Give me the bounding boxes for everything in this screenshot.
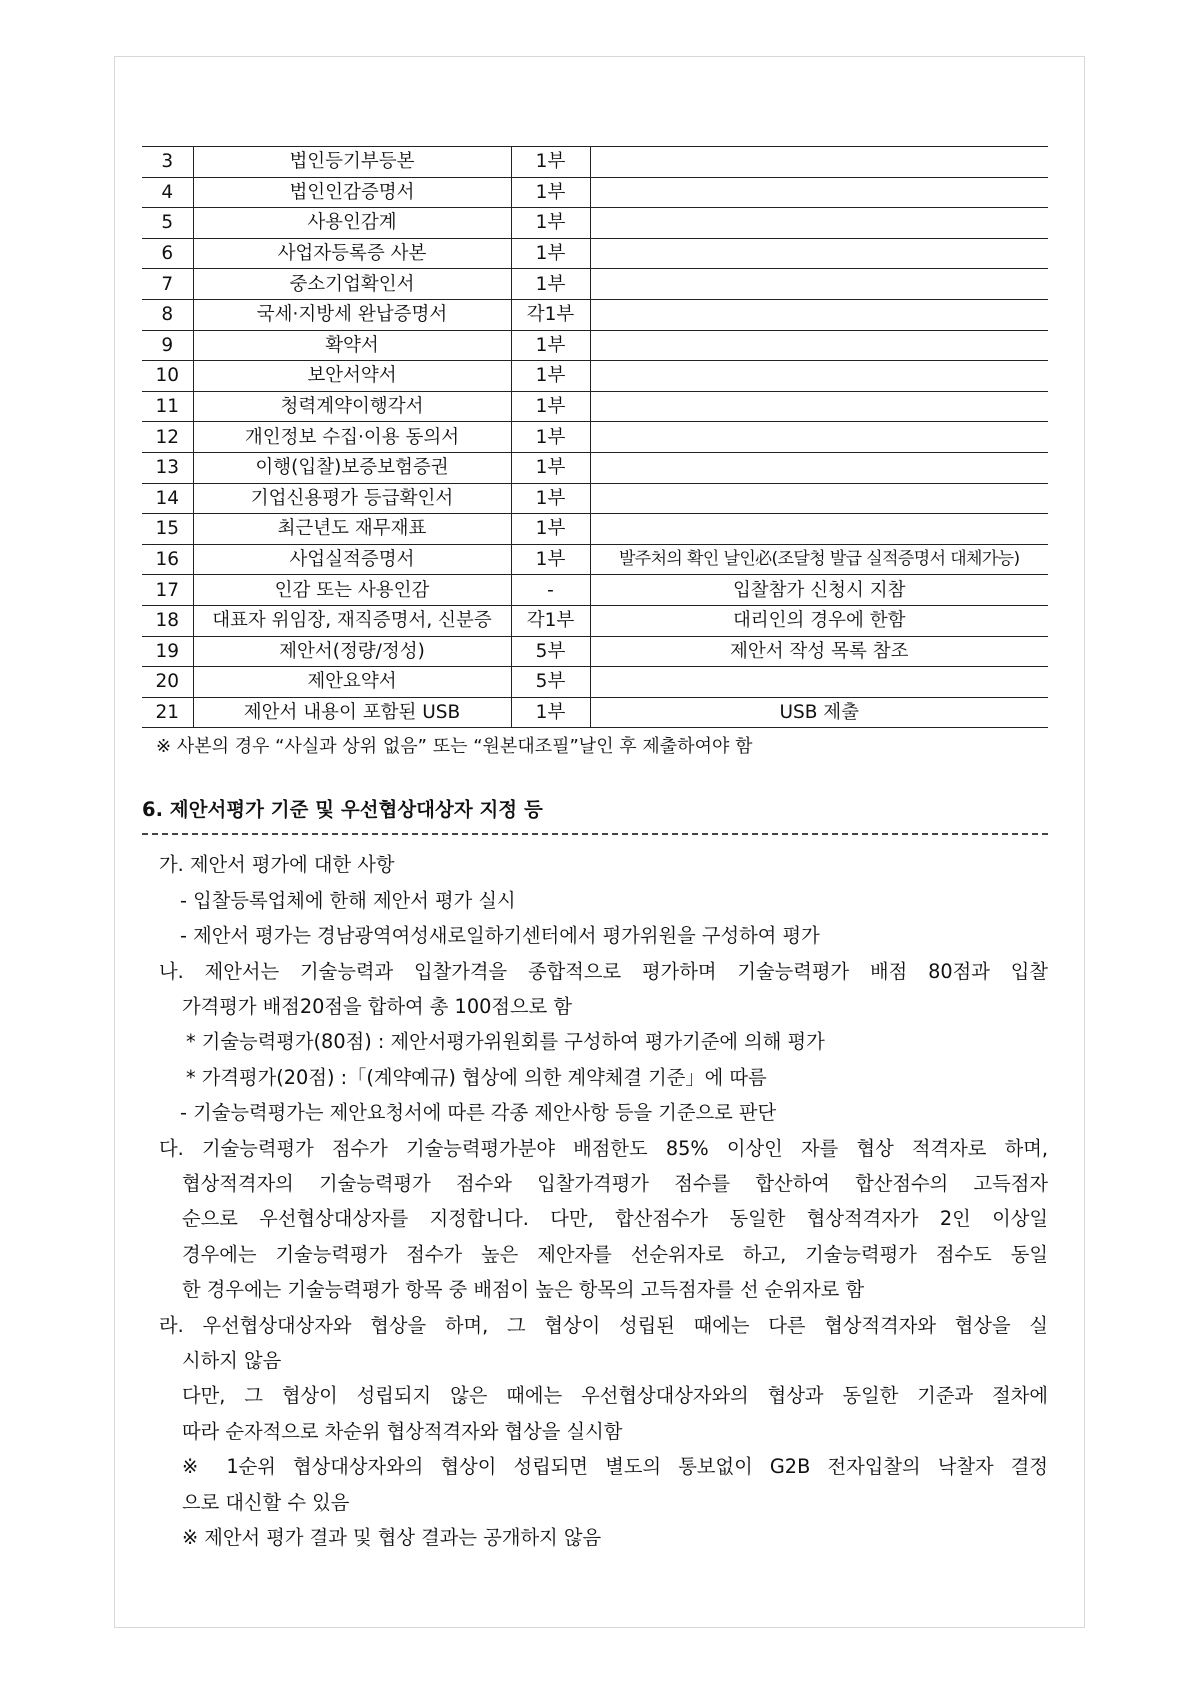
document-quantity: 1부 xyxy=(511,208,590,239)
document-quantity: 1부 xyxy=(511,514,590,545)
row-number: 17 xyxy=(142,575,193,606)
document-quantity: 1부 xyxy=(511,452,590,483)
document-quantity: 각1부 xyxy=(511,605,590,636)
section-title: 6. 제안서평가 기준 및 우선협상대상자 지정 등 xyxy=(142,798,543,822)
table-row xyxy=(142,361,1048,392)
document-note: 대리인의 경우에 한함 xyxy=(590,605,1048,636)
table-row xyxy=(142,544,1048,575)
row-number: 5 xyxy=(142,208,193,239)
body-line: 따라 순자적으로 차순위 협상적격자와 협상을 실시함 xyxy=(182,1419,623,1443)
document-note: 발주처의 확인 날인必(조달청 발급 실적증명서 대체가능) xyxy=(590,544,1048,575)
document-quantity: 각1부 xyxy=(511,299,590,330)
document-name: 제안요약서 xyxy=(193,667,511,698)
document-note xyxy=(590,147,1048,178)
body-line: 다. 기술능력평가 점수가 기술능력평가분야 배점한도 85% 이상인 자를 협상 적격자로 하며, xyxy=(159,1136,1048,1160)
table-row xyxy=(142,636,1048,667)
document-name: 기업신용평가 등급확인서 xyxy=(193,483,511,514)
document-note: 입찰참가 신청시 지참 xyxy=(590,575,1048,606)
body-line: ※ 제안서 평가 결과 및 협상 결과는 공개하지 않음 xyxy=(182,1526,602,1549)
row-number: 3 xyxy=(142,147,193,178)
document-name: 개인정보 수집·이용 동의서 xyxy=(193,422,511,453)
body-line: 나. 제안서는 기술능력과 입찰가격을 종합적으로 평가하며 기술능력평가 배점 80점과 입찰 xyxy=(159,959,1048,983)
row-number: 12 xyxy=(142,422,193,453)
document-note xyxy=(590,391,1048,422)
row-number: 21 xyxy=(142,697,193,728)
body-line: 으로 대신할 수 있음 xyxy=(182,1490,350,1514)
document-name: 국세·지방세 완납증명서 xyxy=(193,299,511,330)
page-content xyxy=(142,146,1048,1555)
document-name: 인감 또는 사용인감 xyxy=(193,575,511,606)
row-number: 19 xyxy=(142,636,193,667)
row-number: 10 xyxy=(142,361,193,392)
document-quantity: 1부 xyxy=(511,177,590,208)
document-note xyxy=(590,330,1048,361)
document-note: 제안서 작성 목록 참조 xyxy=(590,636,1048,667)
dashed-divider xyxy=(142,833,1048,835)
document-name: 확약서 xyxy=(193,330,511,361)
document-note: USB 제출 xyxy=(590,697,1048,728)
body-line: - 입찰등록업체에 한해 제안서 평가 실시 xyxy=(180,888,516,912)
document-name: 중소기업확인서 xyxy=(193,269,511,300)
submission-documents-table xyxy=(142,146,1048,728)
row-number: 8 xyxy=(142,299,193,330)
document-name: 사업실적증명서 xyxy=(193,544,511,575)
table-row xyxy=(142,605,1048,636)
table-row xyxy=(142,483,1048,514)
document-note xyxy=(590,269,1048,300)
body-line: 한 경우에는 기술능력평가 항목 중 배점이 높은 항목의 고득점자를 선 순위자로 함 xyxy=(182,1278,865,1302)
document-quantity: 1부 xyxy=(511,238,590,269)
document-quantity: 1부 xyxy=(511,483,590,514)
row-number: 18 xyxy=(142,605,193,636)
document-name: 대표자 위임장, 재직증명서, 신분증 xyxy=(193,605,511,636)
document-quantity: 1부 xyxy=(511,269,590,300)
document-name: 제안서 내용이 포함된 USB xyxy=(193,697,511,728)
body-line: 라. 우선협상대상자와 협상을 하며, 그 협상이 성립된 때에는 다른 협상적격자와 협상을 실 xyxy=(159,1313,1048,1337)
body-line: 다만, 그 협상이 성립되지 않은 때에는 우선협상대상자와의 협상과 동일한 기준과 절차에 xyxy=(182,1384,1048,1408)
document-name: 사용인감계 xyxy=(193,208,511,239)
row-number: 6 xyxy=(142,238,193,269)
document-note xyxy=(590,299,1048,330)
document-quantity: 1부 xyxy=(511,361,590,392)
table-row xyxy=(142,147,1048,178)
document-note xyxy=(590,667,1048,698)
body-line: 시하지 않음 xyxy=(182,1348,282,1372)
document-quantity: 1부 xyxy=(511,330,590,361)
document-quantity: 1부 xyxy=(511,544,590,575)
body-line: - 제안서 평가는 경남광역여성새로일하기센터에서 평가위원을 구성하여 평가 xyxy=(180,924,820,948)
document-note xyxy=(590,361,1048,392)
table-row xyxy=(142,269,1048,300)
document-note xyxy=(590,177,1048,208)
row-number: 11 xyxy=(142,391,193,422)
row-number: 14 xyxy=(142,483,193,514)
document-name: 사업자등록증 사본 xyxy=(193,238,511,269)
row-number: 15 xyxy=(142,514,193,545)
table-row xyxy=(142,299,1048,330)
document-name: 법인등기부등본 xyxy=(193,147,511,178)
table-row xyxy=(142,238,1048,269)
document-name: 제안서(정량/정성) xyxy=(193,636,511,667)
section-body xyxy=(142,847,1048,1555)
table-row xyxy=(142,514,1048,545)
document-note xyxy=(590,483,1048,514)
table-row xyxy=(142,208,1048,239)
body-line: 경우에는 기술능력평가 점수가 높은 제안자를 선순위자로 하고, 기술능력평가 점수도 동일 xyxy=(182,1242,1048,1266)
document-quantity: 1부 xyxy=(511,697,590,728)
document-note xyxy=(590,208,1048,239)
row-number: 9 xyxy=(142,330,193,361)
table-row xyxy=(142,452,1048,483)
row-number: 7 xyxy=(142,269,193,300)
body-line: * 가격평가(20점) :「(계약예규) 협상에 의한 계약체결 기준」에 따름 xyxy=(186,1065,767,1089)
document-quantity: 1부 xyxy=(511,147,590,178)
body-line: 가격평가 배점20점을 합하여 총 100점으로 함 xyxy=(182,994,572,1018)
document-note xyxy=(590,514,1048,545)
row-number: 4 xyxy=(142,177,193,208)
document-name: 보안서약서 xyxy=(193,361,511,392)
table-row xyxy=(142,330,1048,361)
document-name: 청력계약이행각서 xyxy=(193,391,511,422)
body-line: 가. 제안서 평가에 대한 사항 xyxy=(159,853,395,877)
body-line: ※ 1순위 협상대상자와의 협상이 성립되면 별도의 통보없이 G2B 전자입찰의 낙찰자 결정 xyxy=(182,1455,1048,1479)
table-row xyxy=(142,575,1048,606)
row-number: 20 xyxy=(142,667,193,698)
document-quantity: - xyxy=(511,575,590,606)
row-number: 16 xyxy=(142,544,193,575)
document-note xyxy=(590,422,1048,453)
table-row xyxy=(142,177,1048,208)
document-name: 이행(입찰)보증보험증권 xyxy=(193,452,511,483)
document-quantity: 1부 xyxy=(511,422,590,453)
document-note xyxy=(590,238,1048,269)
document-note xyxy=(590,452,1048,483)
table-row xyxy=(142,667,1048,698)
body-line: * 기술능력평가(80점) : 제안서평가위원회를 구성하여 평가기준에 의해 평가 xyxy=(186,1030,825,1054)
row-number: 13 xyxy=(142,452,193,483)
table-row xyxy=(142,391,1048,422)
table-row xyxy=(142,697,1048,728)
document-quantity: 5부 xyxy=(511,636,590,667)
table-footnote: ※ 사본의 경우 “사실과 상위 없음” 또는 “원본대조필”날인 후 제출하여야 함 xyxy=(156,736,753,758)
document-name: 최근년도 재무재표 xyxy=(193,514,511,545)
body-line: 협상적격자의 기술능력평가 점수와 입찰가격평가 점수를 합산하여 합산점수의 고득점자 xyxy=(182,1171,1048,1195)
body-line: 순으로 우선협상대상자를 지정합니다. 다만, 합산점수가 동일한 협상적격자가 2인 이상일 xyxy=(182,1207,1048,1231)
document-quantity: 1부 xyxy=(511,391,590,422)
document-name: 법인인감증명서 xyxy=(193,177,511,208)
body-line: - 기술능력평가는 제안요청서에 따른 각종 제안사항 등을 기준으로 판단 xyxy=(180,1101,777,1125)
document-quantity: 5부 xyxy=(511,667,590,698)
table-row xyxy=(142,422,1048,453)
